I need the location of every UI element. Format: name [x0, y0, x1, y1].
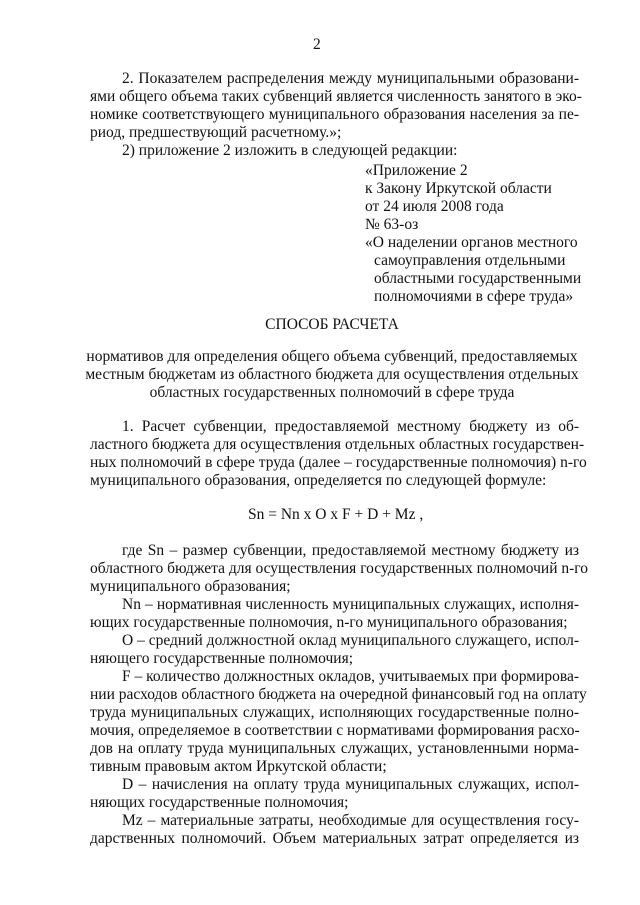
text-line: дарственных полномочий. Объем материальных затрат определяется из	[90, 830, 579, 847]
appendix-line: «О наделении органов местного	[365, 234, 578, 251]
text-line: няющего государственные полномочия;	[90, 650, 354, 667]
subheading-line: местным бюджетам из областного бюджета для осуществления отдельных	[85, 366, 579, 383]
text-line: муниципального образования, определяется по следующей формуле:	[90, 472, 547, 489]
appendix-line: от 24 июля 2008 года	[365, 198, 504, 215]
text-line: дов на оплату труда муниципальных служащих, установленными норма-	[90, 740, 579, 757]
text-line: номике соответствующего муниципального образования населения за пе-	[90, 106, 579, 123]
text-line: где Sn – размер субвенции, предоставляемой местному бюджету из	[122, 542, 579, 559]
appendix-line: самоуправления отдельными	[374, 252, 566, 269]
text-line: 1. Расчет субвенции, предоставляемой местному бюджету из об-	[122, 418, 579, 435]
appendix-line: к Закону Иркутской области	[365, 180, 552, 197]
text-line: риод, предшествующий расчетному.»;	[90, 124, 342, 141]
text-line: 2) приложение 2 изложить в следующей редакции:	[122, 142, 458, 159]
page-number: 2	[313, 36, 321, 53]
text-line: няющих государственные полномочия;	[90, 794, 349, 811]
text-line: O – средний должностной оклад муниципального служащего, испол-	[122, 632, 579, 649]
text-line: ющих государственные полномочия, n-го муниципального образования;	[90, 614, 568, 631]
text-line: тивным правовым актом Иркутской области;	[90, 758, 387, 775]
text-line: мочия, определяемое в соответствии с нормативами формирования расхо-	[90, 722, 580, 739]
text-line: F – количество должностных окладов, учитываемых при формирова-	[122, 668, 579, 685]
text-line: муниципального образования;	[90, 578, 291, 595]
text-line: ластного бюджета для осуществления отдельных областных государствен-	[90, 436, 585, 453]
formula: Sn = Nn x O x F + D + Mz ,	[248, 506, 424, 523]
text-line: Mz – материальные затраты, необходимые для осуществления госу-	[122, 812, 579, 829]
subheading-line: нормативов для определения общего объема субвенций, предоставляемых	[86, 348, 578, 365]
text-line: областного бюджета для осуществления государственных полномочий n-го	[90, 560, 589, 577]
text-line: ями общего объема таких субвенций является численность занятого в эко-	[90, 88, 582, 105]
appendix-line: полномочиями в сфере труда»	[374, 288, 574, 305]
text-line: D – начисления на оплату труда муниципальных служащих, испол-	[122, 776, 579, 793]
text-line: ных полномочий в сфере труда (далее – государственные полномочия) n-го	[90, 454, 587, 471]
document-heading: СПОСОБ РАСЧЕТА	[265, 316, 399, 333]
text-line: труда муниципальных служащих, исполняющих государственные полно-	[90, 704, 579, 721]
text-line: 2. Показателем распределения между муниципальными образовани-	[122, 70, 579, 87]
subheading-line: областных государственных полномочий в сфере труда	[149, 384, 515, 401]
text-line: Nn – нормативная численность муниципальных служащих, исполня-	[122, 596, 579, 613]
appendix-line: № 63-оз	[365, 216, 419, 233]
appendix-line: областными государственными	[374, 270, 582, 287]
appendix-line: «Приложение 2	[365, 162, 468, 179]
text-line: нии расходов областного бюджета на очередной финансовый год на оплату	[90, 686, 587, 703]
